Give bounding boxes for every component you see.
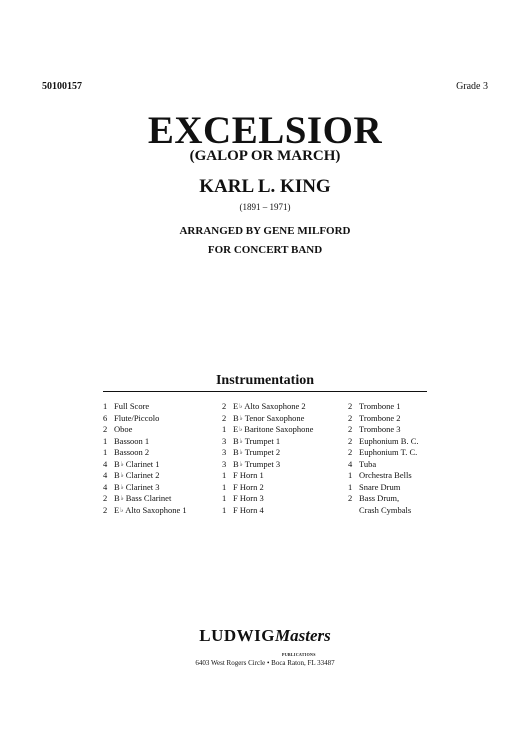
composer-dates: (1891 – 1971) xyxy=(239,202,291,212)
flat-symbol: ♭ xyxy=(120,506,124,514)
instrument-name: Tenor Saxophone xyxy=(244,412,305,423)
instrument-quantity: 1 xyxy=(222,504,227,515)
instrument-row xyxy=(348,493,419,505)
instrument-quantity: 2 xyxy=(103,493,108,503)
instrument-quantity: 3 xyxy=(222,458,227,469)
arranger-credit: ARRANGED BY GENE MILFORD xyxy=(179,225,351,237)
flat-symbol: ♭ xyxy=(120,483,124,491)
instrument-quantity: 2 xyxy=(103,504,108,515)
instrument-row xyxy=(348,401,419,413)
instrument-quantity: 1 xyxy=(222,424,227,434)
instrument-name: Euphonium B. C. xyxy=(359,435,419,446)
instrument-key: B xyxy=(233,458,239,469)
instrument-quantity: 2 xyxy=(103,424,108,434)
instrument-row xyxy=(222,459,313,471)
instrument-row xyxy=(222,470,313,482)
instrument-key: B xyxy=(114,458,120,469)
flat-symbol: ♭ xyxy=(239,403,243,410)
instrument-row xyxy=(348,413,419,425)
instrument-row xyxy=(348,424,419,436)
instrument-quantity: 1 xyxy=(103,435,108,446)
composer-name: KARL L. KING xyxy=(199,176,331,197)
instrument-quantity: 1 xyxy=(222,470,227,480)
instrument-quantity: 2 xyxy=(222,412,227,423)
instrument-row xyxy=(103,459,187,471)
instrument-row xyxy=(103,424,187,436)
instrument-column-1 xyxy=(103,401,187,516)
instrument-name: Trombone 2 xyxy=(359,412,401,423)
logo-ludwig: LUDWIG xyxy=(199,626,275,645)
flat-symbol: ♭ xyxy=(120,472,124,479)
instrument-name: F Horn 4 xyxy=(233,504,264,515)
instrument-name: Alto Saxophone 1 xyxy=(125,504,187,515)
instrument-key: E xyxy=(233,424,239,434)
instrument-name: Bassoon 1 xyxy=(114,435,150,446)
instrument-name: Flute/Piccolo xyxy=(114,412,160,423)
instrument-row xyxy=(222,505,313,517)
flat-symbol: ♭ xyxy=(120,495,124,502)
flat-symbol: ♭ xyxy=(239,437,243,445)
instrument-name: Baritone Saxophone xyxy=(244,424,314,434)
instrument-name: Euphonium T. C. xyxy=(359,447,418,457)
publisher-address: 6403 West Rogers Circle • Boca Raton, FL 33487 xyxy=(195,659,335,667)
instrument-quantity xyxy=(348,505,359,517)
instrument-quantity: 2 xyxy=(348,424,353,434)
instrument-quantity: 1 xyxy=(103,401,108,411)
instrument-row xyxy=(103,505,187,517)
heading-divider xyxy=(103,391,427,392)
instrument-name: Crash Cymbals xyxy=(359,504,412,515)
instrument-quantity: 2 xyxy=(348,493,353,503)
instrument-name: Clarinet 2 xyxy=(125,470,160,480)
instrument-row xyxy=(222,424,313,436)
instrument-row xyxy=(348,459,419,471)
instrument-row xyxy=(103,470,187,482)
instrument-quantity: 2 xyxy=(348,401,353,411)
instrument-name: Trombone 1 xyxy=(359,401,401,411)
instrument-key: E xyxy=(114,504,120,515)
instrument-quantity: 2 xyxy=(348,447,353,457)
instrument-name: Bassoon 2 xyxy=(114,447,150,457)
instrument-quantity: 2 xyxy=(222,401,227,411)
instrument-row xyxy=(222,493,313,505)
flat-symbol: ♭ xyxy=(239,426,243,433)
instrument-key: B xyxy=(114,481,120,492)
instrument-quantity: 4 xyxy=(103,470,108,480)
piece-subtitle: (GALOP OR MARCH) xyxy=(189,148,341,164)
instrument-row xyxy=(103,413,187,425)
flat-symbol: ♭ xyxy=(239,460,243,468)
instrument-name: Trumpet 1 xyxy=(244,435,281,446)
instrument-row xyxy=(348,447,419,459)
instrument-key: B xyxy=(114,493,120,503)
instrument-name: Full Score xyxy=(114,401,150,411)
instrument-name: F Horn 2 xyxy=(233,481,264,492)
instrument-quantity: 1 xyxy=(222,493,227,503)
grade-label: Grade 3 xyxy=(456,81,488,92)
catalog-number: 50100157 xyxy=(42,81,82,92)
instrument-key: B xyxy=(233,412,239,423)
instrument-quantity: 4 xyxy=(103,458,108,469)
piece-title: EXCELSIOR xyxy=(147,109,383,152)
flat-symbol: ♭ xyxy=(239,414,243,422)
instrument-row xyxy=(348,505,419,517)
publisher-logo xyxy=(0,626,530,646)
instrument-quantity: 4 xyxy=(103,481,108,492)
instrument-name: Trumpet 2 xyxy=(244,447,281,457)
instrument-row xyxy=(222,413,313,425)
instrument-quantity: 4 xyxy=(348,458,353,469)
instrument-name: Tuba xyxy=(359,458,377,469)
instrument-quantity: 1 xyxy=(348,470,353,480)
logo-masters: Masters xyxy=(275,626,331,645)
instrument-row xyxy=(103,436,187,448)
instrument-column-2 xyxy=(222,401,313,516)
instrument-column-3 xyxy=(348,401,419,516)
instrument-key: B xyxy=(233,435,239,446)
flat-symbol: ♭ xyxy=(120,460,124,468)
instrument-quantity: 1 xyxy=(103,447,108,457)
instrument-name: Snare Drum xyxy=(359,481,401,492)
instrument-name: Trumpet 3 xyxy=(244,458,281,469)
instrument-quantity: 1 xyxy=(222,481,227,492)
instrument-name: Clarinet 1 xyxy=(125,458,160,469)
instrument-name: F Horn 1 xyxy=(233,470,264,480)
ensemble-label: FOR CONCERT BAND xyxy=(207,244,323,256)
instrument-row xyxy=(348,436,419,448)
instrument-row xyxy=(103,401,187,413)
flat-symbol: ♭ xyxy=(239,449,243,456)
instrument-row xyxy=(103,493,187,505)
instrument-row xyxy=(348,482,419,494)
instrument-quantity: 2 xyxy=(348,435,353,446)
instrument-key: E xyxy=(233,401,239,411)
instrument-name: Oboe xyxy=(114,424,133,434)
instrument-row xyxy=(222,401,313,413)
instrument-name: Orchestra Bells xyxy=(359,470,412,480)
instrument-quantity: 2 xyxy=(348,412,353,423)
instrument-quantity: 3 xyxy=(222,447,227,457)
instrument-row xyxy=(348,470,419,482)
instrumentation-heading: Instrumentation xyxy=(215,373,314,388)
instrument-name: Trombone 3 xyxy=(359,424,401,434)
instrument-row xyxy=(103,482,187,494)
instrument-row xyxy=(222,447,313,459)
instrument-key: B xyxy=(233,447,239,457)
instrument-row xyxy=(222,436,313,448)
instrument-name: Bass Drum, xyxy=(359,493,400,503)
instrument-name: F Horn 3 xyxy=(233,493,264,503)
instrument-key: B xyxy=(114,470,120,480)
instrument-name: Clarinet 3 xyxy=(125,481,160,492)
instrument-name: Bass Clarinet xyxy=(125,493,172,503)
instrument-row xyxy=(103,447,187,459)
instrument-quantity: 3 xyxy=(222,435,227,446)
instrument-quantity: 6 xyxy=(103,412,108,423)
logo-publications: PUBLICATIONS xyxy=(282,652,316,657)
instrument-row xyxy=(222,482,313,494)
instrument-name: Alto Saxophone 2 xyxy=(244,401,306,411)
instrument-quantity: 1 xyxy=(348,481,353,492)
